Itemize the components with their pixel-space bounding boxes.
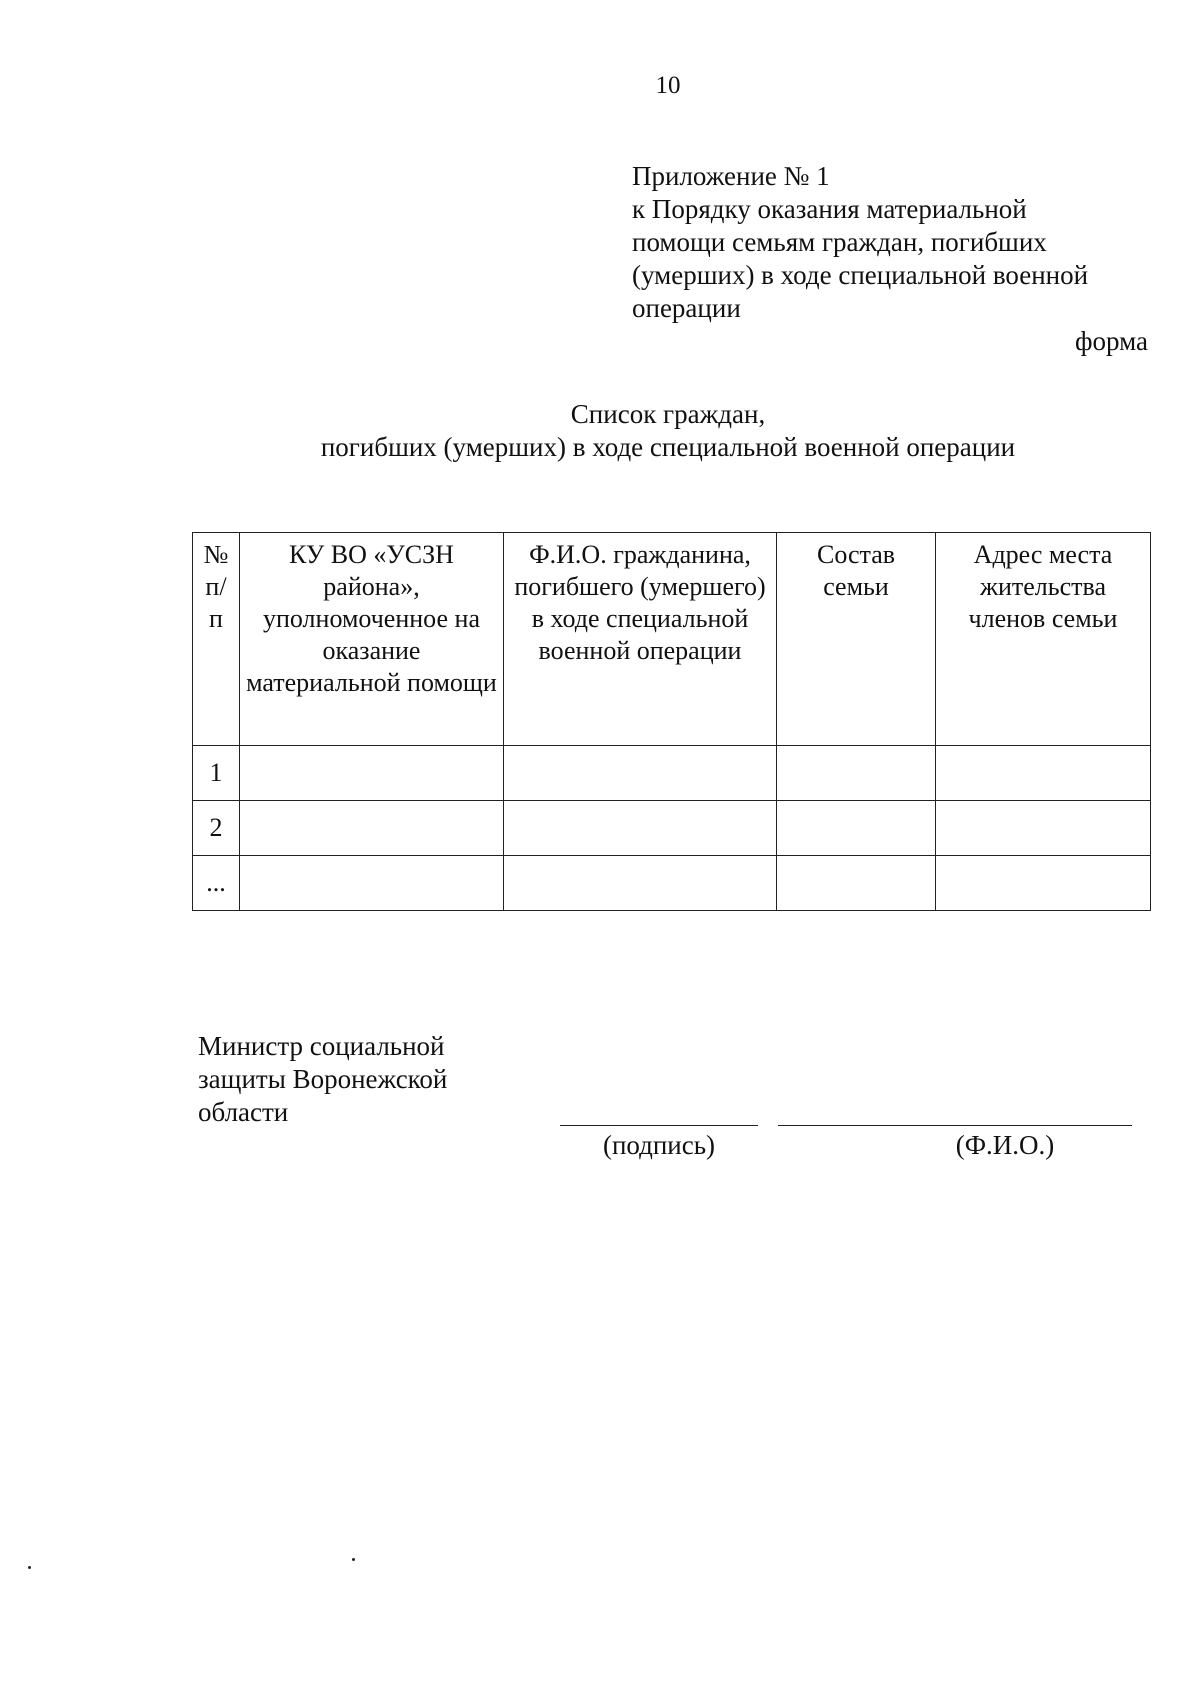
form-label: форма [1075, 326, 1148, 356]
name-caption: (Ф.И.О.) [955, 1130, 1055, 1160]
appendix-line: к Порядку оказания материальной [632, 194, 1027, 224]
header-family: Состав семьи [777, 533, 936, 746]
appendix-line: помощи семьям граждан, погибших [632, 227, 1047, 257]
table-cell [777, 856, 936, 911]
appendix-line: Приложение № 1 [632, 161, 830, 191]
signer-line: области [198, 1097, 289, 1127]
signer-line: защиты Воронежской [198, 1064, 448, 1094]
table-header-row [193, 533, 1151, 746]
table-row [193, 856, 1151, 911]
table-cell [240, 801, 504, 856]
signer-line: Министр социальной [198, 1031, 445, 1061]
title-line-1: Список граждан, [570, 399, 766, 429]
table-cell [777, 801, 936, 856]
table-cell: ... [193, 856, 240, 911]
table-cell [504, 856, 777, 911]
table-cell [504, 746, 777, 801]
table-cell [936, 746, 1151, 801]
signature-caption: (подпись) [602, 1130, 716, 1160]
table-cell: 2 [193, 801, 240, 856]
table-row [193, 801, 1151, 856]
header-agency: КУ ВО «УСЗН района», уполномоченное на оказание материальной помощи [240, 533, 504, 746]
appendix-line: операции [632, 293, 741, 323]
citizens-table [192, 532, 1151, 911]
table-row [193, 746, 1151, 801]
table-cell [240, 856, 504, 911]
appendix-heading [632, 160, 1132, 325]
header-full-name: Ф.И.О. гражданина, погибшего (умершего) в ходе специальной военной операции [504, 533, 777, 746]
table-cell [504, 801, 777, 856]
table-cell [936, 801, 1151, 856]
appendix-line: (умерших) в ходе специальной военной [632, 260, 1089, 290]
scan-speck [28, 1566, 31, 1569]
header-address: Адрес места жительства членов семьи [936, 533, 1151, 746]
document-title [68, 398, 1200, 464]
title-line-2: погибших (умерших) в ходе специальной военной операции [320, 432, 1016, 462]
signer-title [198, 1030, 447, 1129]
page-number: 10 [655, 72, 681, 99]
table-cell [240, 746, 504, 801]
scan-speck [352, 1558, 355, 1561]
header-number: № п/ п [193, 533, 240, 746]
name-line [778, 1125, 1132, 1126]
table-cell [936, 856, 1151, 911]
table-cell [777, 746, 936, 801]
signature-line [560, 1125, 758, 1126]
table-cell: 1 [193, 746, 240, 801]
